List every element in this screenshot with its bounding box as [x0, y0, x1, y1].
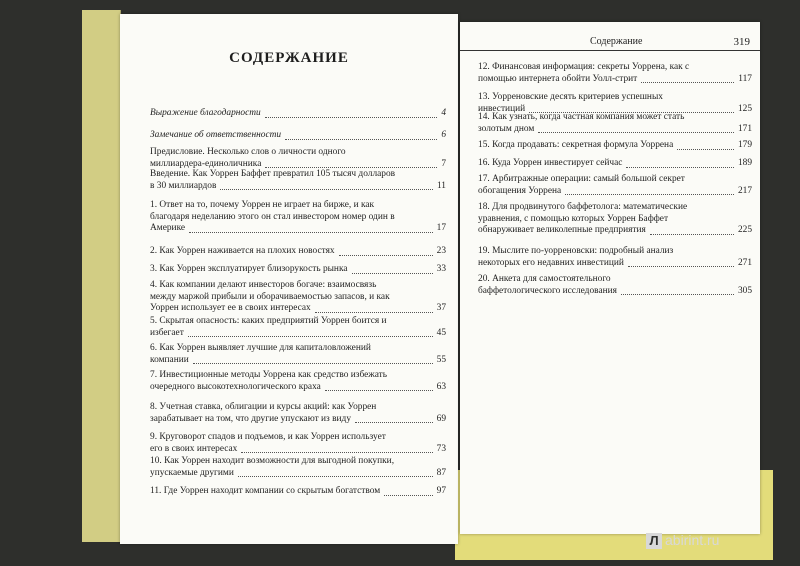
watermark-logo	[646, 532, 719, 549]
toc-entry	[478, 62, 752, 85]
toc-entry-title: 12. Финансовая информация: секреты Уоррена, как с помощью интернета обойти Уолл-стрит	[478, 62, 690, 84]
toc-entry-page: 4	[441, 108, 446, 118]
toc-entry	[150, 402, 446, 425]
toc-entry	[150, 147, 446, 170]
toc-entry	[150, 200, 446, 235]
toc-entry-title: 19. Мыслите по-уорреновски: подробный анализ некоторых его недавних инвестиций	[478, 246, 674, 268]
toc-entry-page: 17	[436, 223, 446, 233]
toc-entry-page: 55	[436, 354, 446, 365]
toc-entry-title: 17. Арбитражные операции: самый большой секрет обогащения Уоррена	[478, 174, 685, 196]
toc-entry-title: 1. Ответ на то, почему Уоррен не играет на бирже, и как благодаря неделанию этого он стал инвестором номер один в Америке	[150, 200, 395, 233]
page-number: 319	[733, 36, 750, 48]
dot-leader	[325, 390, 433, 391]
dot-leader	[189, 232, 433, 233]
toc-entry-page: 11	[436, 180, 446, 191]
toc-entry-title: Предисловие. Несколько слов о личности одного миллиардера-единоличника	[150, 147, 346, 169]
toc-entry-page: 37	[436, 303, 446, 313]
toc-entry	[150, 370, 446, 393]
toc-entry-title: 2. Как Уоррен наживается на плохих новостях	[150, 246, 335, 256]
toc-entry	[150, 264, 446, 276]
toc-entry-page: 23	[436, 246, 446, 256]
dot-leader	[626, 167, 734, 168]
toc-entry	[150, 316, 446, 339]
dot-leader	[565, 194, 734, 195]
toc-entry-page: 225	[737, 225, 752, 235]
dot-leader	[628, 266, 734, 267]
toc-entry-page: 97	[436, 486, 446, 496]
toc-entry-title: Выражение благодарности	[150, 108, 261, 118]
dot-leader	[285, 139, 437, 140]
toc-entry	[478, 246, 752, 269]
toc-entry-title: 13. Уорреновские десять критериев успешных инвестиций	[478, 92, 663, 114]
toc-entry-page: 69	[436, 413, 446, 424]
dot-leader	[384, 495, 433, 496]
toc-entry-title: 4. Как компании делают инвесторов богаче: взаимосвязь между маржой прибыли и оборачиваемостью запасов, и как Уоррен использует ее в своих интересах	[150, 280, 390, 313]
toc-entry	[478, 274, 752, 297]
toc-entry	[150, 169, 446, 192]
toc-entry-page: 179	[737, 140, 752, 150]
dot-leader	[193, 363, 433, 364]
watermark-text: abirint.ru	[665, 532, 720, 548]
toc-entry-page: 305	[737, 285, 752, 296]
toc-entry-page: 189	[737, 158, 752, 168]
toc-entry	[150, 432, 446, 455]
toc-entry-title: 18. Для продвинутого баффетолога: математические уравнения, с помощью которых Уоррен Баффет обнаруживает великолепные предприятия	[478, 202, 688, 235]
toc-entry-title: 8. Учетная ставка, облигации и курсы акций: как Уоррен зарабатывает на том, что другие упускают из виду	[150, 402, 377, 424]
dot-leader	[188, 336, 433, 337]
toc-entry-page: 125	[737, 103, 752, 114]
dot-leader	[265, 117, 437, 118]
toc-entry	[150, 343, 446, 366]
toc-entry-title: 9. Круговорот спадов и подъемов, и как Уоррен использует его в своих интересах	[150, 432, 386, 454]
toc-entry-page: 63	[436, 381, 446, 392]
toc-entry-title: 6. Как Уоррен выявляет лучшие для капиталовложений компании	[150, 343, 371, 365]
dot-leader	[339, 255, 433, 256]
dot-leader	[621, 294, 734, 295]
toc-entry	[478, 112, 752, 135]
toc-entry-title: Замечание об ответственности	[150, 130, 282, 140]
toc-entry-title: 14. Как узнать, когда частная компания может стать золотым дном	[478, 112, 685, 134]
toc-entry-page: 271	[737, 257, 752, 268]
toc-title: СОДЕРЖАНИЕ	[229, 50, 349, 66]
toc-entry	[150, 280, 446, 315]
toc-entry-title: 20. Анкета для самостоятельного баффетологического исследования	[478, 274, 617, 296]
toc-entry-page: 73	[436, 443, 446, 454]
toc-entry	[150, 246, 446, 258]
toc-entry	[478, 140, 752, 152]
toc-entry	[150, 486, 446, 498]
left-page	[120, 14, 458, 544]
dot-leader	[238, 476, 433, 477]
book-cover-edge	[82, 10, 121, 542]
dot-leader	[650, 234, 734, 235]
toc-entry-page: 87	[436, 467, 446, 478]
toc-entry-title: 16. Куда Уоррен инвестирует сейчас	[478, 158, 623, 168]
right-page	[460, 22, 760, 534]
dot-leader	[538, 132, 734, 133]
toc-entry	[478, 174, 752, 197]
toc-entry-page: 117	[738, 73, 752, 84]
toc-entry-page: 171	[737, 123, 752, 134]
dot-leader	[355, 422, 433, 423]
dot-leader	[265, 167, 437, 168]
running-head	[460, 36, 760, 51]
dot-leader	[315, 312, 433, 313]
toc-entry-title: 5. Скрытая опасность: каких предприятий Уоррен боится и избегает	[150, 316, 387, 338]
toc-entry-page: 33	[436, 264, 446, 274]
toc-entry-page: 6	[441, 130, 446, 140]
toc-entry-title: 11. Где Уоррен находит компании со скрытым богатством	[150, 486, 381, 496]
toc-entry	[150, 130, 446, 142]
toc-entry-title: 15. Когда продавать: секретная формула Уоррена	[478, 140, 674, 150]
toc-entry-page: 217	[737, 185, 752, 196]
dot-leader	[352, 273, 433, 274]
toc-entry	[150, 108, 446, 120]
running-head-title: Содержание	[590, 36, 643, 47]
toc-entry-title: 10. Как Уоррен находит возможности для выгодной покупки, упускаемые другими	[150, 456, 395, 478]
toc-entry-page: 45	[436, 327, 446, 338]
toc-entry-title: 7. Инвестиционные методы Уоррена как средство избежать очередного высокотехнологического краха	[150, 370, 388, 392]
toc-entry	[478, 202, 752, 237]
dot-leader	[220, 189, 433, 190]
toc-entry-title: Введение. Как Уоррен Баффет превратил 105 тысяч долларов в 30 миллиардов	[150, 169, 396, 191]
dot-leader	[241, 452, 433, 453]
labirint-logo-icon: Л	[646, 533, 662, 549]
toc-entry-title: 3. Как Уоррен эксплуатирует близорукость рынка	[150, 264, 348, 274]
dot-leader	[677, 149, 734, 150]
toc-entry-page: 7	[441, 158, 446, 169]
toc-entry	[150, 456, 446, 479]
dot-leader	[641, 82, 734, 83]
toc-entry	[478, 158, 752, 170]
